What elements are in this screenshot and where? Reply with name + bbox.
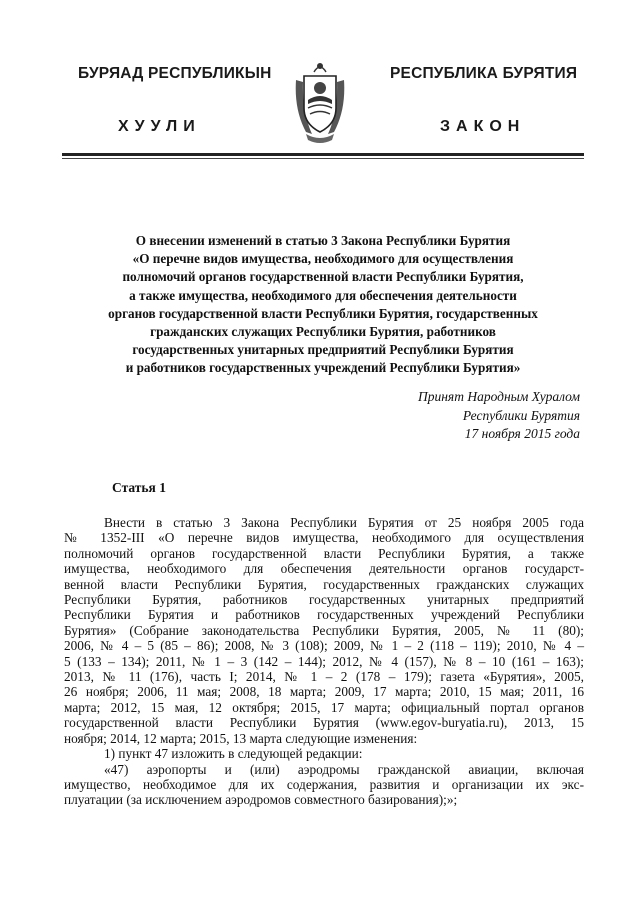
body-line: Внести в статью 3 Закона Республики Бурятия от 25 ноября 2005 года <box>104 515 584 530</box>
body-line: № 1352-III «О перечне видов имущества, необходимого для осуществления <box>64 530 584 546</box>
body-line: Республики Бурятия и работников государственных учреждений Республики <box>64 607 584 623</box>
law-title <box>62 232 584 378</box>
body-line: 26 ноября; 2006, 11 мая; 2008, 18 марта; 2009, 17 марта; 2010, 15 мая; 2011, 16 <box>64 684 584 700</box>
title-line: полномочий органов государственной власти Республики Бурятия, <box>122 269 524 285</box>
body-line: Бурятия» (Собрание законодательства Республики Бурятия, 2005, № 11 (80); <box>64 622 584 638</box>
adoption-line: Принят Народным Хуралом <box>417 389 580 404</box>
body-line: ноября; 2014, 12 марта; 2015, 13 марта следующие изменения: <box>64 730 418 746</box>
article-heading: Статья 1 <box>112 480 166 495</box>
title-line: «О перечне видов имущества, необходимого для осуществления <box>132 251 514 267</box>
body-line: Республики Бурятия, работников государственных унитарных предприятий <box>64 592 584 608</box>
header-right-law: ЗАКОН <box>440 118 526 135</box>
adoption-line: Республики Бурятия <box>462 407 580 423</box>
header-right-republic: РЕСПУБЛИКА БУРЯТИЯ <box>390 65 578 82</box>
body-line: 5 (133 – 134); 2011, № 1 – 3 (142 – 144); 2012, № 4 (157), № 8 – 10 (161 – 163); <box>64 653 584 669</box>
body-line: плуатации (за исключением аэродромов совместного базирования);»; <box>64 792 458 808</box>
title-line: О внесении изменений в статью 3 Закона Республики Бурятия <box>135 233 511 248</box>
amendment-item: 1) пункт 47 изложить в следующей редакции: <box>104 746 363 762</box>
adoption-note <box>418 388 580 444</box>
title-line: а также имущества, необходимого для обеспечения деятельности <box>129 287 517 303</box>
title-line: и работников государственных учреждений Республики Бурятия» <box>125 360 521 376</box>
body-line: имущества, необходимого для обеспечения деятельности органов государст- <box>64 561 584 577</box>
body-line: имущество, необходимое для их содержания, развития и организации их экс- <box>64 776 584 792</box>
body-line: венной власти Республики Бурятия, государственных гражданских служащих <box>64 576 584 592</box>
header-divider-thick <box>62 153 584 156</box>
body-line: 2006, № 4 – 5 (85 – 86); 2008, № 3 (108); 2009, № 1 – 2 (118 – 119); 2010, № 4 – <box>64 638 584 654</box>
title-line: органов государственной власти Республики Бурятия, государственных <box>108 305 538 321</box>
body-line: полномочий органов государственной власти Республики Бурятия, а также <box>64 545 584 561</box>
header-divider-thin <box>62 158 584 159</box>
title-line: гражданских служащих Республики Бурятия, работников <box>150 324 496 340</box>
title-line: государственных унитарных предприятий Республики Бурятия <box>132 342 514 358</box>
header-left-republic: БУРЯАД РЕСПУБЛИКЫН <box>78 65 272 82</box>
coat-of-arms-icon <box>292 60 348 146</box>
adoption-date: 17 ноября 2015 года <box>464 426 580 441</box>
body-line: государственной власти Республики Бурятия (www.egov-buryatia.ru), 2013, 15 <box>64 715 584 731</box>
header-left-law: ХУУЛИ <box>118 118 201 135</box>
body-line: «47) аэропорты и (или) аэродромы гражданской авиации, включая <box>104 761 584 777</box>
body-line: марта; 2012, 15 мая, 12 октября; 2015, 17 марта; официальный портал органов <box>64 699 584 715</box>
body-line: 2013, № 11 (176), часть I; 2014, № 1 – 2 (178 – 179); газета «Бурятия», 2005, <box>64 669 584 685</box>
article-body <box>64 515 584 808</box>
